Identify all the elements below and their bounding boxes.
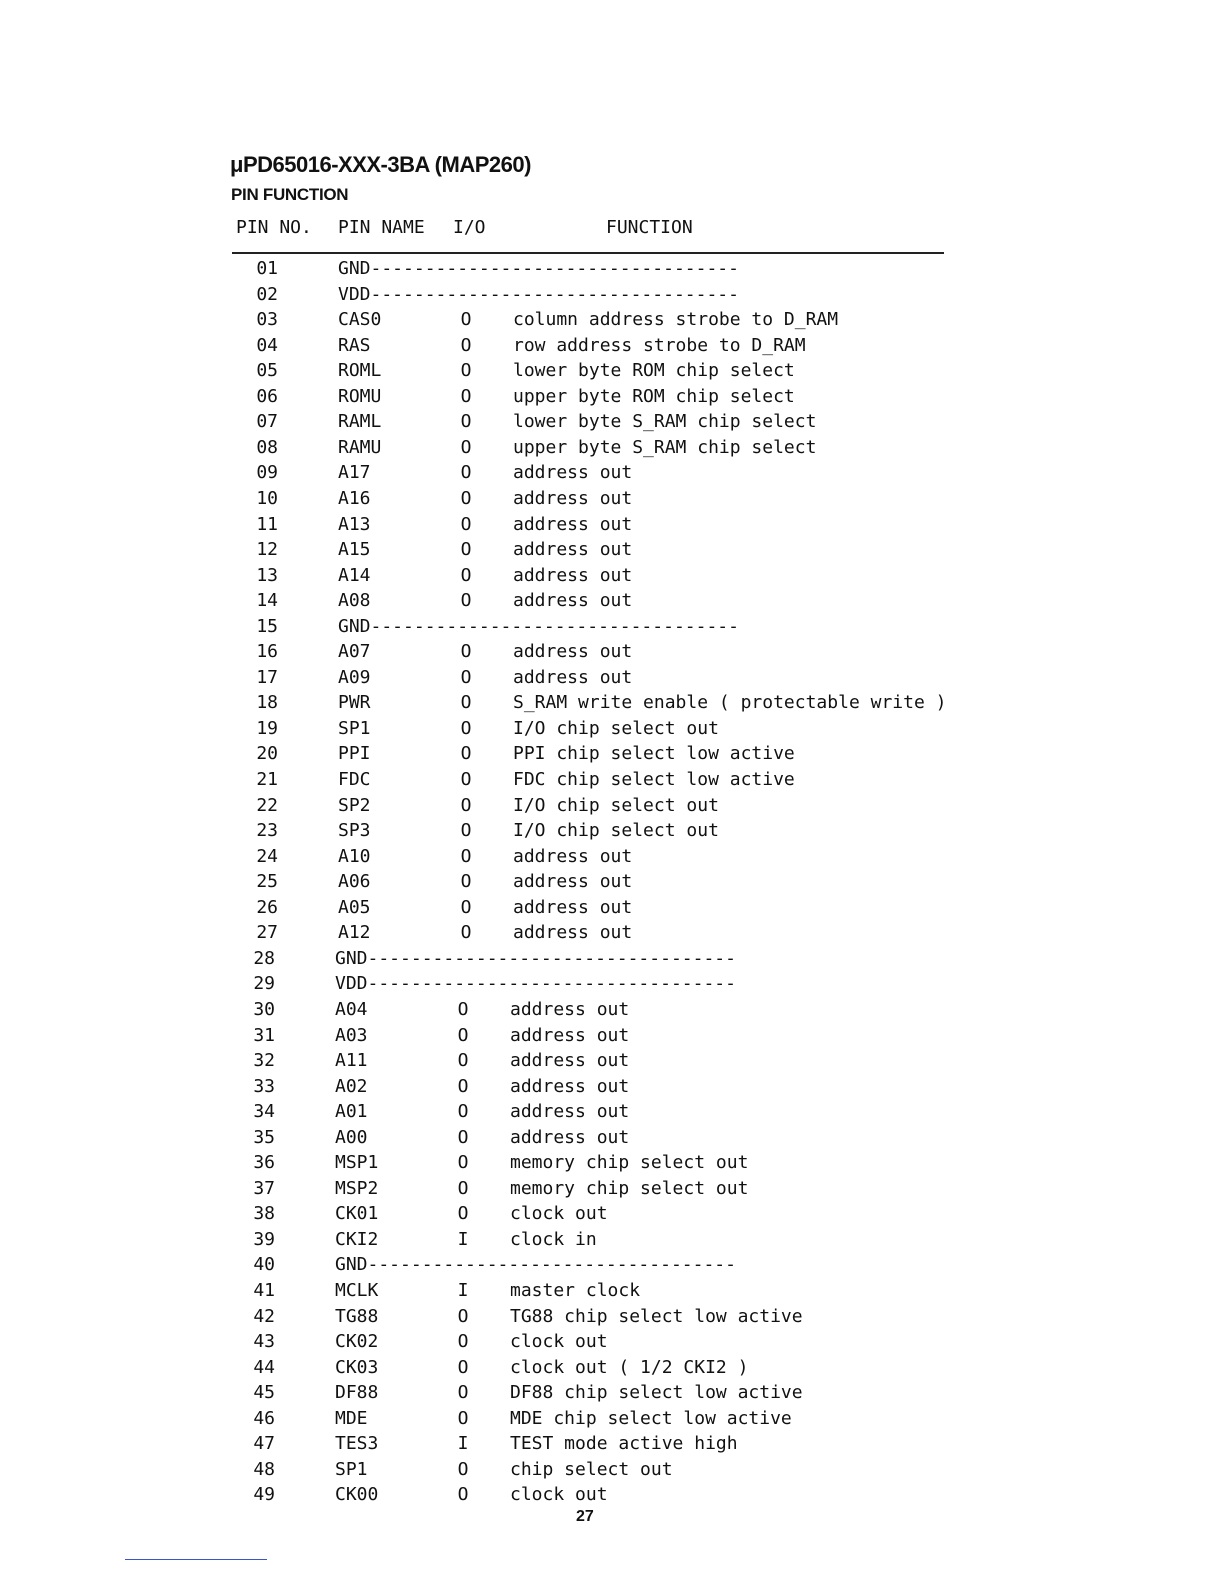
- pin-name: A03: [335, 1024, 368, 1046]
- table-row: [0, 1380, 1224, 1405]
- pin-function: address out: [510, 998, 630, 1020]
- pin-number: 44: [253, 1356, 275, 1378]
- pin-number: 36: [253, 1152, 275, 1174]
- pin-name: A05: [338, 896, 371, 918]
- table-row: [0, 614, 1224, 639]
- pin-number: 28: [253, 947, 275, 969]
- table-row: [0, 1099, 1224, 1124]
- pin-function: lower byte ROM chip select: [513, 360, 795, 382]
- pin-name: SP2: [338, 794, 371, 816]
- page-title: μPD65016-XXX-3BA (MAP260): [230, 152, 531, 177]
- pin-number: 06: [256, 385, 278, 407]
- pin-name: MCLK: [335, 1280, 379, 1301]
- pin-function: TEST mode active high: [510, 1433, 738, 1455]
- pin-name: PWR: [338, 692, 371, 714]
- pin-io: I: [457, 1433, 469, 1455]
- pin-io: O: [460, 564, 472, 586]
- pin-number: 43: [253, 1331, 275, 1353]
- table-row: [0, 409, 1224, 434]
- table-row: [0, 1125, 1224, 1150]
- table-row: [0, 537, 1224, 562]
- pin-io: O: [460, 871, 472, 893]
- pin-name: CK00: [335, 1484, 379, 1506]
- pin-io: O: [460, 309, 472, 331]
- pin-name: A04: [335, 998, 368, 1020]
- pin-name: CK03: [335, 1356, 379, 1378]
- header-pin-no: PIN NO.: [236, 217, 312, 238]
- pin-number: 23: [256, 820, 278, 842]
- table-row: [0, 716, 1224, 741]
- pin-name: A10: [338, 845, 371, 867]
- pin-name: MSP2: [335, 1177, 379, 1199]
- pin-number: 37: [253, 1177, 275, 1199]
- pin-function: address out: [513, 462, 633, 484]
- pin-function: address out: [510, 1024, 630, 1046]
- pin-name: FDC: [338, 769, 371, 790]
- pin-function: chip select out: [510, 1458, 673, 1480]
- pin-io: O: [457, 1152, 469, 1174]
- table-row: [0, 767, 1224, 792]
- pin-name: GND----------------------------------: [335, 947, 736, 969]
- pin-name: MDE: [335, 1407, 368, 1429]
- table-row: [0, 588, 1224, 613]
- pin-name: A15: [338, 539, 371, 561]
- pin-io: O: [460, 487, 472, 509]
- pin-name: SP3: [338, 820, 371, 842]
- pin-number: 29: [253, 973, 275, 995]
- pin-io: O: [457, 1126, 469, 1148]
- page-number: 27: [576, 1508, 594, 1525]
- table-row: [0, 1176, 1224, 1201]
- pin-name: ROML: [338, 360, 382, 382]
- pin-io: O: [457, 1075, 469, 1097]
- pin-function: upper byte ROM chip select: [513, 385, 795, 407]
- pin-number: 12: [256, 539, 278, 561]
- pin-io: O: [457, 1331, 469, 1353]
- pin-function: DF88 chip select low active: [510, 1382, 803, 1404]
- pin-number: 35: [253, 1126, 275, 1148]
- pin-name: SP1: [338, 717, 371, 739]
- pin-function: memory chip select out: [510, 1177, 749, 1199]
- table-row: [0, 665, 1224, 690]
- table-row: [0, 307, 1224, 332]
- pin-number: 18: [256, 692, 278, 714]
- table-row: [0, 1406, 1224, 1431]
- header-rule: [232, 252, 944, 254]
- table-row: [0, 563, 1224, 588]
- pin-io: O: [460, 717, 472, 739]
- pin-function: clock in: [510, 1228, 597, 1250]
- pin-io: O: [457, 1305, 469, 1327]
- pin-io: O: [457, 1382, 469, 1404]
- pin-function: address out: [510, 1126, 630, 1148]
- pin-name: A16: [338, 487, 371, 509]
- table-row: [0, 639, 1224, 664]
- pin-name: A13: [338, 513, 371, 535]
- table-row: [0, 997, 1224, 1022]
- pin-function: address out: [513, 590, 633, 612]
- pin-name: A17: [338, 462, 371, 484]
- pin-io: O: [460, 411, 472, 433]
- pin-number: 19: [256, 717, 278, 739]
- pin-function: row address strobe to D_RAM: [513, 334, 806, 356]
- table-row: [0, 1201, 1224, 1226]
- table-row: [0, 282, 1224, 307]
- pin-number: 32: [253, 1050, 275, 1072]
- pin-number: 46: [253, 1407, 275, 1429]
- pin-function: address out: [510, 1050, 630, 1072]
- pin-name: A06: [338, 871, 371, 893]
- pin-name: GND----------------------------------: [338, 615, 739, 637]
- table-row: [0, 1048, 1224, 1073]
- pin-io: I: [457, 1228, 469, 1250]
- section-subtitle: PIN FUNCTION: [231, 185, 349, 204]
- table-row: [0, 1278, 1224, 1303]
- pin-number: 30: [253, 998, 275, 1020]
- pin-number: 42: [253, 1305, 275, 1327]
- pin-io: O: [457, 1024, 469, 1046]
- pin-function: TG88 chip select low active: [510, 1305, 803, 1327]
- pin-function: address out: [513, 845, 633, 867]
- pin-number: 38: [253, 1203, 275, 1225]
- table-row: [0, 1304, 1224, 1329]
- table-row: [0, 1482, 1224, 1507]
- pin-number: 13: [256, 564, 278, 586]
- pin-number: 17: [256, 666, 278, 688]
- pin-name: CAS0: [338, 309, 382, 331]
- pin-number: 04: [256, 334, 278, 356]
- pin-number: 21: [256, 769, 278, 790]
- table-row: [0, 895, 1224, 920]
- table-row: [0, 1227, 1224, 1252]
- pin-name: CKI2: [335, 1228, 379, 1250]
- pin-io: O: [460, 590, 472, 612]
- pin-number: 10: [256, 487, 278, 509]
- pin-number: 03: [256, 309, 278, 331]
- pin-name: RAS: [338, 334, 371, 356]
- pin-io: O: [460, 666, 472, 688]
- pin-number: 22: [256, 794, 278, 816]
- pin-io: O: [460, 692, 472, 714]
- pin-number: 25: [256, 871, 278, 893]
- pin-number: 16: [256, 641, 278, 663]
- pin-name: CK02: [335, 1331, 379, 1353]
- pin-name: A01: [335, 1101, 368, 1123]
- pin-number: 14: [256, 590, 278, 612]
- pin-io: O: [457, 1458, 469, 1480]
- pin-number: 08: [256, 436, 278, 458]
- pin-io: O: [460, 743, 472, 765]
- table-row: [0, 920, 1224, 945]
- pin-function: address out: [513, 539, 633, 561]
- table-row: [0, 1355, 1224, 1380]
- table-row: [0, 1329, 1224, 1354]
- pin-name: TG88: [335, 1305, 379, 1327]
- pin-number: 33: [253, 1075, 275, 1097]
- table-row: [0, 741, 1224, 766]
- pin-io: O: [460, 794, 472, 816]
- pin-io: O: [457, 1177, 469, 1199]
- table-row: [0, 435, 1224, 460]
- header-function: FUNCTION: [606, 217, 693, 238]
- header-pin-name: PIN NAME: [338, 217, 425, 238]
- pin-function: address out: [513, 513, 633, 535]
- pin-name: A09: [338, 666, 371, 688]
- pin-function: address out: [510, 1101, 630, 1123]
- pin-name: A08: [338, 590, 371, 612]
- table-row: [0, 690, 1224, 715]
- pin-number: 05: [256, 360, 278, 382]
- table-row: [0, 1074, 1224, 1099]
- pin-io: O: [457, 1407, 469, 1429]
- pin-function: address out: [513, 487, 633, 509]
- table-row: [0, 1431, 1224, 1456]
- pin-io: O: [460, 462, 472, 484]
- pin-number: 02: [256, 283, 278, 305]
- table-row: [0, 971, 1224, 996]
- pin-io: O: [460, 513, 472, 535]
- pin-function: memory chip select out: [510, 1152, 749, 1174]
- pin-function: lower byte S_RAM chip select: [513, 411, 817, 433]
- pin-name: VDD----------------------------------: [335, 973, 736, 995]
- pin-io: O: [457, 1101, 469, 1123]
- pin-function: address out: [513, 871, 633, 893]
- pin-function: clock out: [510, 1331, 608, 1353]
- pin-name: CK01: [335, 1203, 379, 1225]
- pin-number: 48: [253, 1458, 275, 1480]
- footer-line: [125, 1559, 267, 1560]
- pin-number: 01: [256, 258, 278, 279]
- table-row: [0, 460, 1224, 485]
- table-row: [0, 946, 1224, 971]
- pin-number: 15: [256, 615, 278, 637]
- table-row: [0, 486, 1224, 511]
- pin-function: address out: [510, 1075, 630, 1097]
- pin-name: A07: [338, 641, 371, 663]
- table-row: [0, 512, 1224, 537]
- pin-number: 41: [253, 1280, 275, 1301]
- pin-name: TES3: [335, 1433, 379, 1455]
- pin-function: PPI chip select low active: [513, 743, 795, 765]
- pin-name: PPI: [338, 743, 371, 765]
- pin-number: 27: [256, 922, 278, 944]
- table-row: [0, 256, 1224, 281]
- pin-name: SP1: [335, 1458, 368, 1480]
- pin-io: O: [460, 922, 472, 944]
- pin-name: A02: [335, 1075, 368, 1097]
- pin-io: O: [460, 845, 472, 867]
- pin-function: address out: [513, 666, 633, 688]
- pin-function: FDC chip select low active: [513, 769, 795, 790]
- table-row: [0, 818, 1224, 843]
- pin-name: ROMU: [338, 385, 382, 407]
- pin-io: O: [460, 436, 472, 458]
- pin-function: address out: [513, 641, 633, 663]
- pin-name: GND----------------------------------: [338, 258, 739, 279]
- table-row: [0, 358, 1224, 383]
- table-row: [0, 844, 1224, 869]
- pin-name: GND----------------------------------: [335, 1254, 736, 1276]
- pin-function: column address strobe to D_RAM: [513, 309, 839, 331]
- table-row: [0, 1150, 1224, 1175]
- pin-io: O: [460, 385, 472, 407]
- pin-io: O: [457, 998, 469, 1020]
- pin-function: clock out ( 1/2 CKI2 ): [510, 1356, 749, 1378]
- pin-io: O: [460, 334, 472, 356]
- pin-function: I/O chip select out: [513, 820, 719, 842]
- pin-function: I/O chip select out: [513, 794, 719, 816]
- pin-number: 39: [253, 1228, 275, 1250]
- pin-name: VDD----------------------------------: [338, 283, 739, 305]
- pin-function: clock out: [510, 1203, 608, 1225]
- pin-io: O: [460, 641, 472, 663]
- pin-io: O: [460, 820, 472, 842]
- table-row: [0, 793, 1224, 818]
- pin-io: O: [460, 539, 472, 561]
- table-row: [0, 1457, 1224, 1482]
- header-io: I/O: [453, 217, 486, 238]
- pin-function: address out: [513, 564, 633, 586]
- pin-io: O: [460, 769, 472, 790]
- pin-io: O: [460, 896, 472, 918]
- table-row: [0, 869, 1224, 894]
- pin-io: I: [457, 1280, 469, 1301]
- pin-number: 31: [253, 1024, 275, 1046]
- table-row: [0, 1023, 1224, 1048]
- pin-io: O: [457, 1050, 469, 1072]
- pin-function: clock out: [510, 1484, 608, 1506]
- pin-number: 07: [256, 411, 278, 433]
- pin-number: 20: [256, 743, 278, 765]
- pin-io: O: [457, 1356, 469, 1378]
- pin-number: 34: [253, 1101, 275, 1123]
- pin-name: A12: [338, 922, 371, 944]
- table-row: [0, 333, 1224, 358]
- pin-function: master clock: [510, 1280, 641, 1301]
- table-row: [0, 384, 1224, 409]
- pin-io: O: [460, 360, 472, 382]
- pin-number: 47: [253, 1433, 275, 1455]
- pin-name: MSP1: [335, 1152, 379, 1174]
- pin-function: I/O chip select out: [513, 717, 719, 739]
- pin-name: DF88: [335, 1382, 379, 1404]
- pin-number: 24: [256, 845, 278, 867]
- pin-number: 45: [253, 1382, 275, 1404]
- pin-name: A14: [338, 564, 371, 586]
- pin-function: S_RAM write enable ( protectable write ): [513, 692, 947, 714]
- pin-function: address out: [513, 896, 633, 918]
- pin-number: 09: [256, 462, 278, 484]
- pin-io: O: [457, 1484, 469, 1506]
- pin-name: A00: [335, 1126, 368, 1148]
- table-row: [0, 1252, 1224, 1277]
- pin-number: 11: [256, 513, 278, 535]
- pin-name: RAMU: [338, 436, 382, 458]
- pin-function: address out: [513, 922, 633, 944]
- pin-name: A11: [335, 1050, 368, 1072]
- pin-number: 26: [256, 896, 278, 918]
- pin-name: RAML: [338, 411, 382, 433]
- pin-function: upper byte S_RAM chip select: [513, 436, 817, 458]
- pin-number: 40: [253, 1254, 275, 1276]
- pin-function: MDE chip select low active: [510, 1407, 792, 1429]
- pin-io: O: [457, 1203, 469, 1225]
- pin-number: 49: [253, 1484, 275, 1506]
